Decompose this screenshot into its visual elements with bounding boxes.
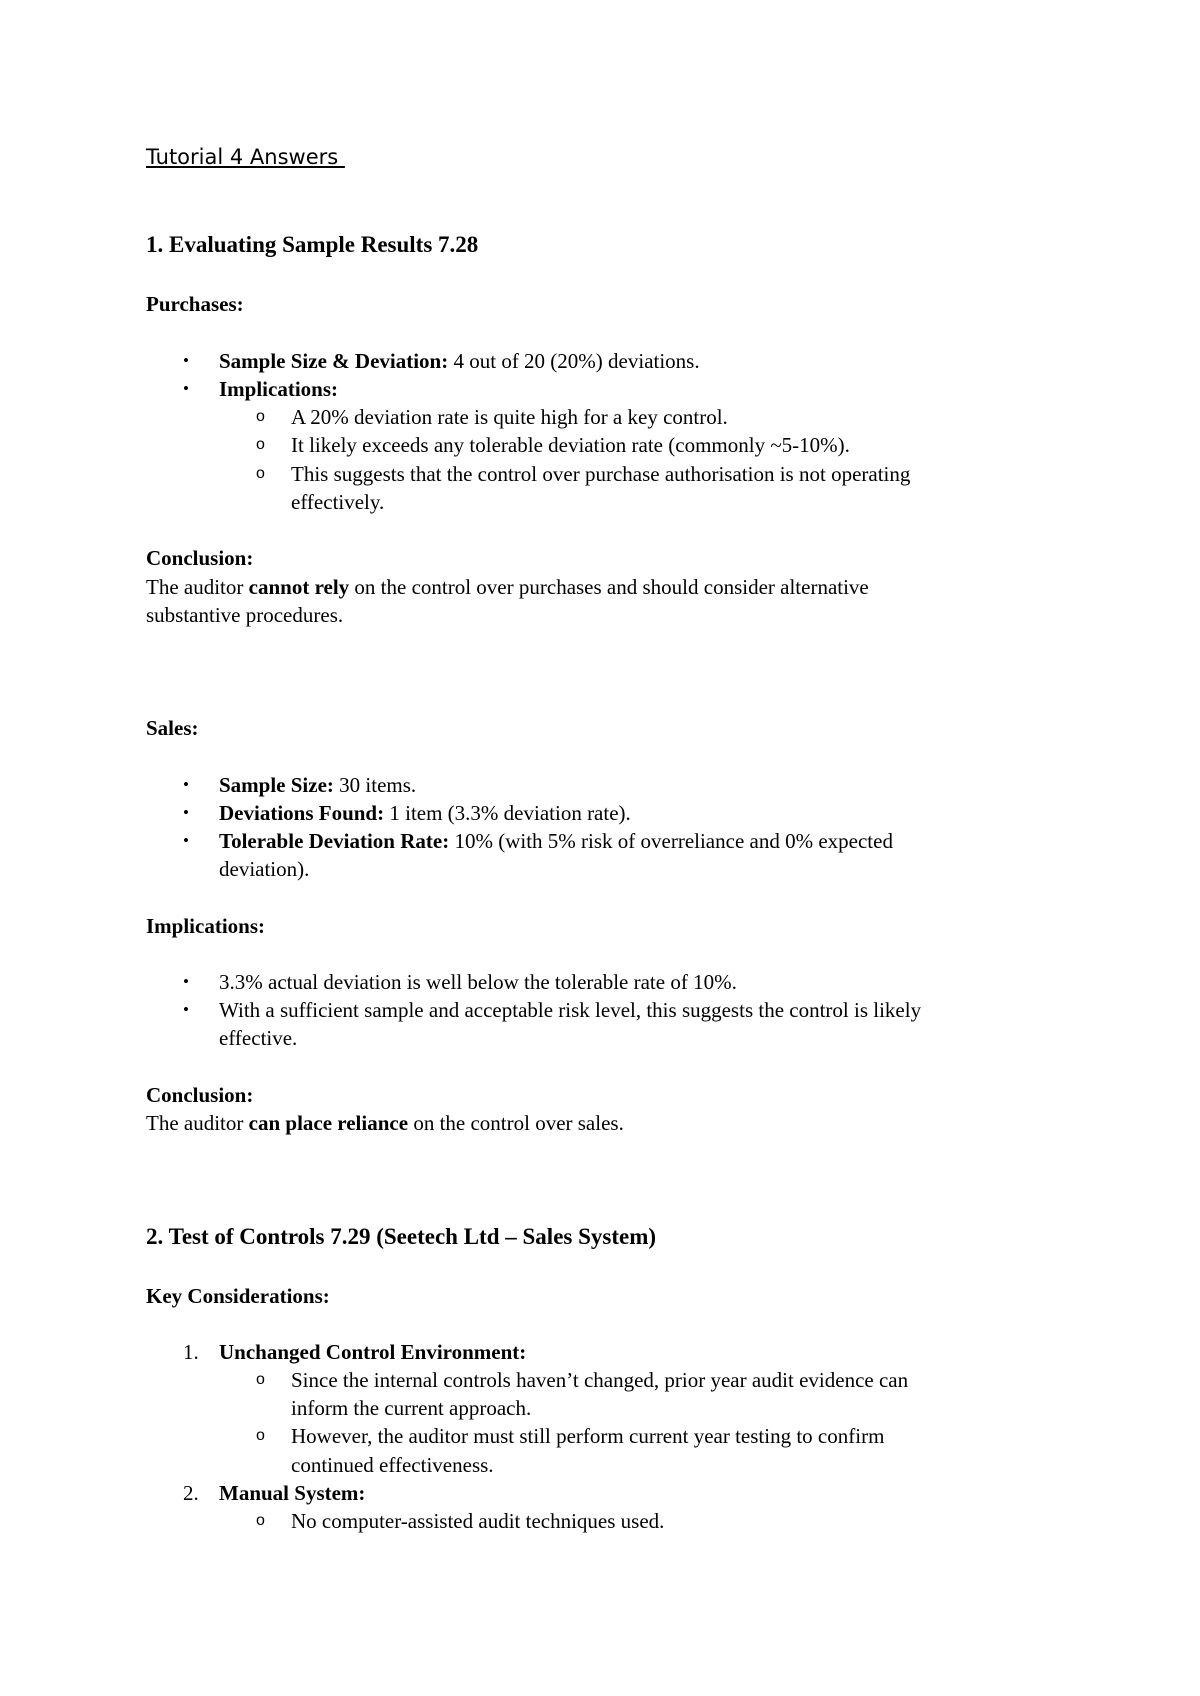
text-span: on the control over purchases and should consider alternative bbox=[349, 575, 869, 599]
emphasis-text: cannot rely bbox=[248, 575, 350, 599]
text-span: The auditor bbox=[146, 1111, 249, 1135]
item-text: 1 item (3.3% deviation rate). bbox=[384, 801, 631, 825]
sub-bullet-icon: o bbox=[256, 1371, 265, 1388]
implications-label: Implications: bbox=[146, 914, 266, 938]
sub-bullet-icon: o bbox=[256, 436, 265, 453]
bullet-icon: • bbox=[183, 351, 189, 370]
document-title: Tutorial 4 Answers bbox=[146, 145, 345, 169]
item-text: 30 items. bbox=[333, 773, 417, 797]
section-2-heading: 2. Test of Controls 7.29 (Seetech Ltd – Sales System) bbox=[146, 1224, 657, 1249]
bullet-icon: • bbox=[183, 803, 189, 822]
sub-list-item: A 20% deviation rate is quite high for a key control. bbox=[291, 405, 728, 429]
bullet-icon: • bbox=[183, 379, 189, 398]
conclusion-label: Conclusion: bbox=[146, 1083, 254, 1107]
sales-label: Sales: bbox=[146, 716, 199, 740]
sub-bullet-icon: o bbox=[256, 1512, 265, 1529]
sub-bullet-icon: o bbox=[256, 465, 265, 482]
item-label: Tolerable Deviation Rate: bbox=[219, 829, 450, 853]
sub-list-item: Since the internal controls haven’t changed, prior year audit evidence can bbox=[291, 1368, 909, 1392]
list-item bbox=[219, 347, 700, 375]
item-label: Sample Size: bbox=[219, 773, 334, 797]
sub-list-item: No computer-assisted audit techniques used. bbox=[291, 1509, 665, 1533]
sub-bullet-icon: o bbox=[256, 408, 265, 425]
purchases-label: Purchases: bbox=[146, 292, 244, 316]
sub-list-item: However, the auditor must still perform current year testing to confirm bbox=[291, 1424, 885, 1448]
list-item bbox=[219, 799, 631, 827]
bullet-icon: • bbox=[183, 1000, 189, 1019]
key-considerations-label: Key Considerations: bbox=[146, 1284, 330, 1308]
list-item: With a sufficient sample and acceptable risk level, this suggests the control is likely bbox=[219, 998, 922, 1022]
list-item: Implications: bbox=[219, 377, 339, 401]
list-number: 1. bbox=[183, 1340, 199, 1364]
item-label: Sample Size & Deviation: bbox=[219, 349, 449, 373]
sub-list-item-continued: inform the current approach. bbox=[291, 1396, 532, 1420]
bullet-icon: • bbox=[183, 775, 189, 794]
sub-list-item-continued: continued effectiveness. bbox=[291, 1453, 494, 1477]
item-text: 4 out of 20 (20%) deviations. bbox=[448, 349, 700, 373]
sub-list-item-continued: effectively. bbox=[291, 490, 385, 514]
list-item bbox=[219, 771, 416, 799]
list-item-continued: deviation). bbox=[219, 857, 310, 881]
emphasis-text: can place reliance bbox=[248, 1111, 409, 1135]
numbered-item: Manual System: bbox=[219, 1481, 366, 1505]
section-1-heading: 1. Evaluating Sample Results 7.28 bbox=[146, 232, 479, 257]
sub-bullet-icon: o bbox=[256, 1427, 265, 1444]
bullet-icon: • bbox=[183, 831, 189, 850]
sub-list-item: It likely exceeds any tolerable deviation rate (commonly ~5-10%). bbox=[291, 433, 850, 457]
numbered-item: Unchanged Control Environment: bbox=[219, 1340, 527, 1364]
sub-list-item: This suggests that the control over purchase authorisation is not operating bbox=[291, 462, 911, 486]
item-label: Deviations Found: bbox=[219, 801, 385, 825]
list-number: 2. bbox=[183, 1481, 199, 1505]
conclusion-text bbox=[146, 1109, 624, 1137]
conclusion-text bbox=[146, 573, 869, 601]
list-item bbox=[219, 827, 893, 855]
text-span: The auditor bbox=[146, 575, 249, 599]
list-item: 3.3% actual deviation is well below the tolerable rate of 10%. bbox=[219, 970, 737, 994]
list-item-continued: effective. bbox=[219, 1026, 298, 1050]
item-text: 10% (with 5% risk of overreliance and 0% expected bbox=[449, 829, 893, 853]
conclusion-label: Conclusion: bbox=[146, 546, 254, 570]
bullet-icon: • bbox=[183, 972, 189, 991]
conclusion-text-continued: substantive procedures. bbox=[146, 603, 344, 627]
text-span: on the control over sales. bbox=[408, 1111, 624, 1135]
